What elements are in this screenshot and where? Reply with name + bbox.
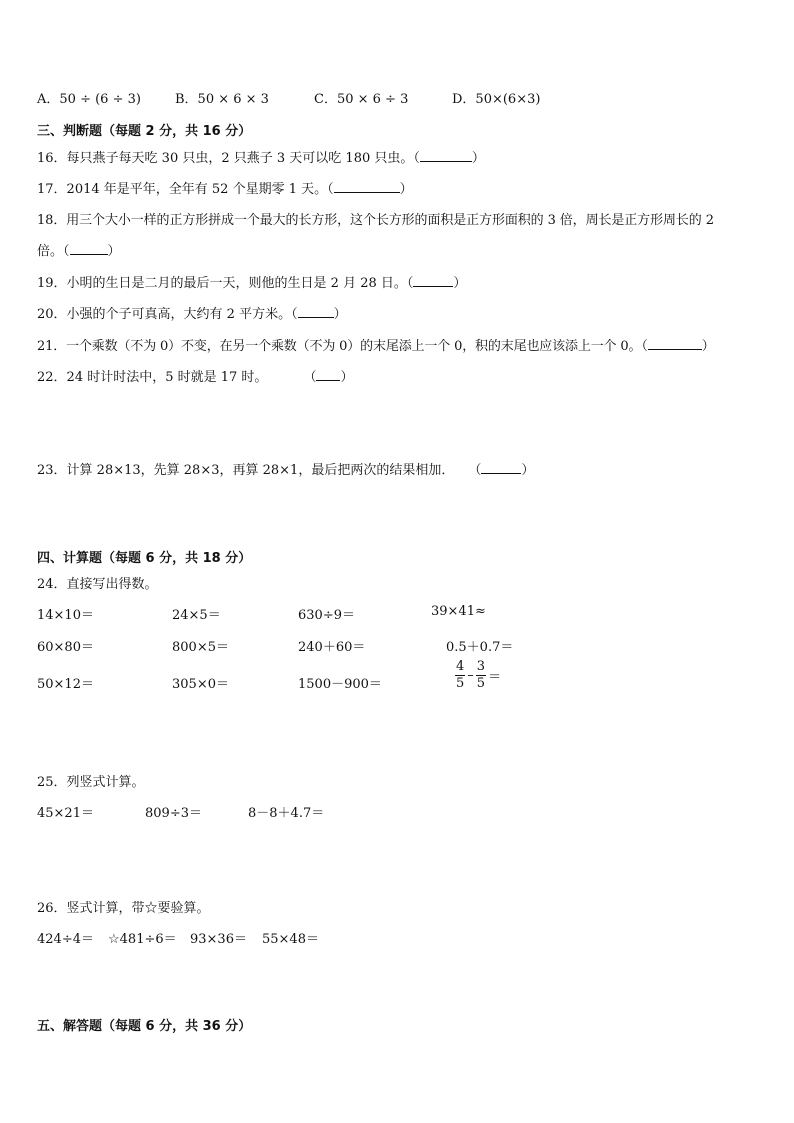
question-20: 20．小强的个子可真高，大约有 2 平方米。（ ） [37,307,347,322]
option-d: D．50×(6×3) [452,92,541,107]
section-title-judgement: 三、判断题（每题 2 分，共 16 分） [37,124,252,139]
answer-blank[interactable] [420,150,472,162]
fraction-three-fifths: $\frac{3}{5}$ [476,659,486,691]
calc-item: 45×21＝ [37,806,94,821]
calc-item: 55×48＝ [262,932,319,947]
calc-item: 630÷9＝ [298,608,355,623]
option-b: B．50 × 6 × 3 [175,92,269,107]
question-23: 23．计算 28×13，先算 28×3，再算 28×1，最后把两次的结果相加． （ ） [37,463,535,478]
fraction-four-fifths: $\frac{4}{5}$ [456,659,465,691]
fraction-expression [455,660,501,691]
fraction-operator: – [467,668,474,683]
answer-blank[interactable] [413,275,453,287]
calc-item: 24×5＝ [172,608,221,623]
section-title-word-problems: 五、解答题（每题 6 分，共 36 分） [37,1019,252,1034]
calc-item: 305×0＝ [172,677,229,692]
calc-item: 424÷4＝ [37,932,94,947]
calc-item: 809÷3＝ [145,806,202,821]
option-c: C．50 × 6 ÷ 3 [314,92,409,107]
calc-item: 240＋60＝ [298,640,366,655]
calc-item: 14×10＝ [37,608,94,623]
question-25-label: 25．列竖式计算。 [37,775,145,790]
answer-blank[interactable] [481,462,521,474]
calc-item: 8－8＋4.7＝ [248,806,325,821]
section-title-calculation: 四、计算题（每题 6 分，共 18 分） [37,551,252,566]
answer-blank[interactable] [298,306,334,318]
question-21: 21．一个乘数（不为 0）不变，在另一个乘数（不为 0）的末尾添上一个 0，积的末尾也应该添上一个 0。（ ） [37,339,715,354]
question-16: 16．每只燕子每天吃 30 只虫，2 只燕子 3 天可以吃 180 只虫。（ ） [37,151,485,166]
calc-item: 0.5＋0.7＝ [446,640,514,655]
calc-item: 60×80＝ [37,640,94,655]
answer-blank[interactable] [316,369,340,381]
question-18: 18．用三个大小一样的正方形拼成一个最大的长方形，这个长方形的面积是正方形面积的 3 倍，周长是正方形周长的 2 [37,213,714,228]
calc-item: 93×36＝ [190,932,247,947]
question-17: 17．2014 年是平年，全年有 52 个星期零 1 天。（ ） [37,182,413,197]
calc-item: 50×12＝ [37,677,94,692]
calc-item: 39×41≈ [431,604,486,619]
calc-item: 1500－900＝ [298,677,382,692]
question-26-label: 26．竖式计算，带☆要验算。 [37,901,210,916]
calc-item: 800×5＝ [172,640,229,655]
question-19: 19．小明的生日是二月的最后一天，则他的生日是 2 月 28 日。（ ） [37,276,467,291]
question-18-continued: 倍。（ ） [37,244,121,259]
fraction-equals: ＝ [488,670,502,685]
question-22: 22．24 时计时法中，5 时就是 17 时。 （ ） [37,370,354,385]
calc-item: ☆481÷6＝ [108,932,177,947]
question-24-label: 24．直接写出得数。 [37,577,158,592]
answer-blank[interactable] [648,338,702,350]
answer-blank[interactable] [334,181,400,193]
option-a: A．50 ÷ (6 ÷ 3) [37,92,141,107]
answer-blank[interactable] [70,243,108,255]
